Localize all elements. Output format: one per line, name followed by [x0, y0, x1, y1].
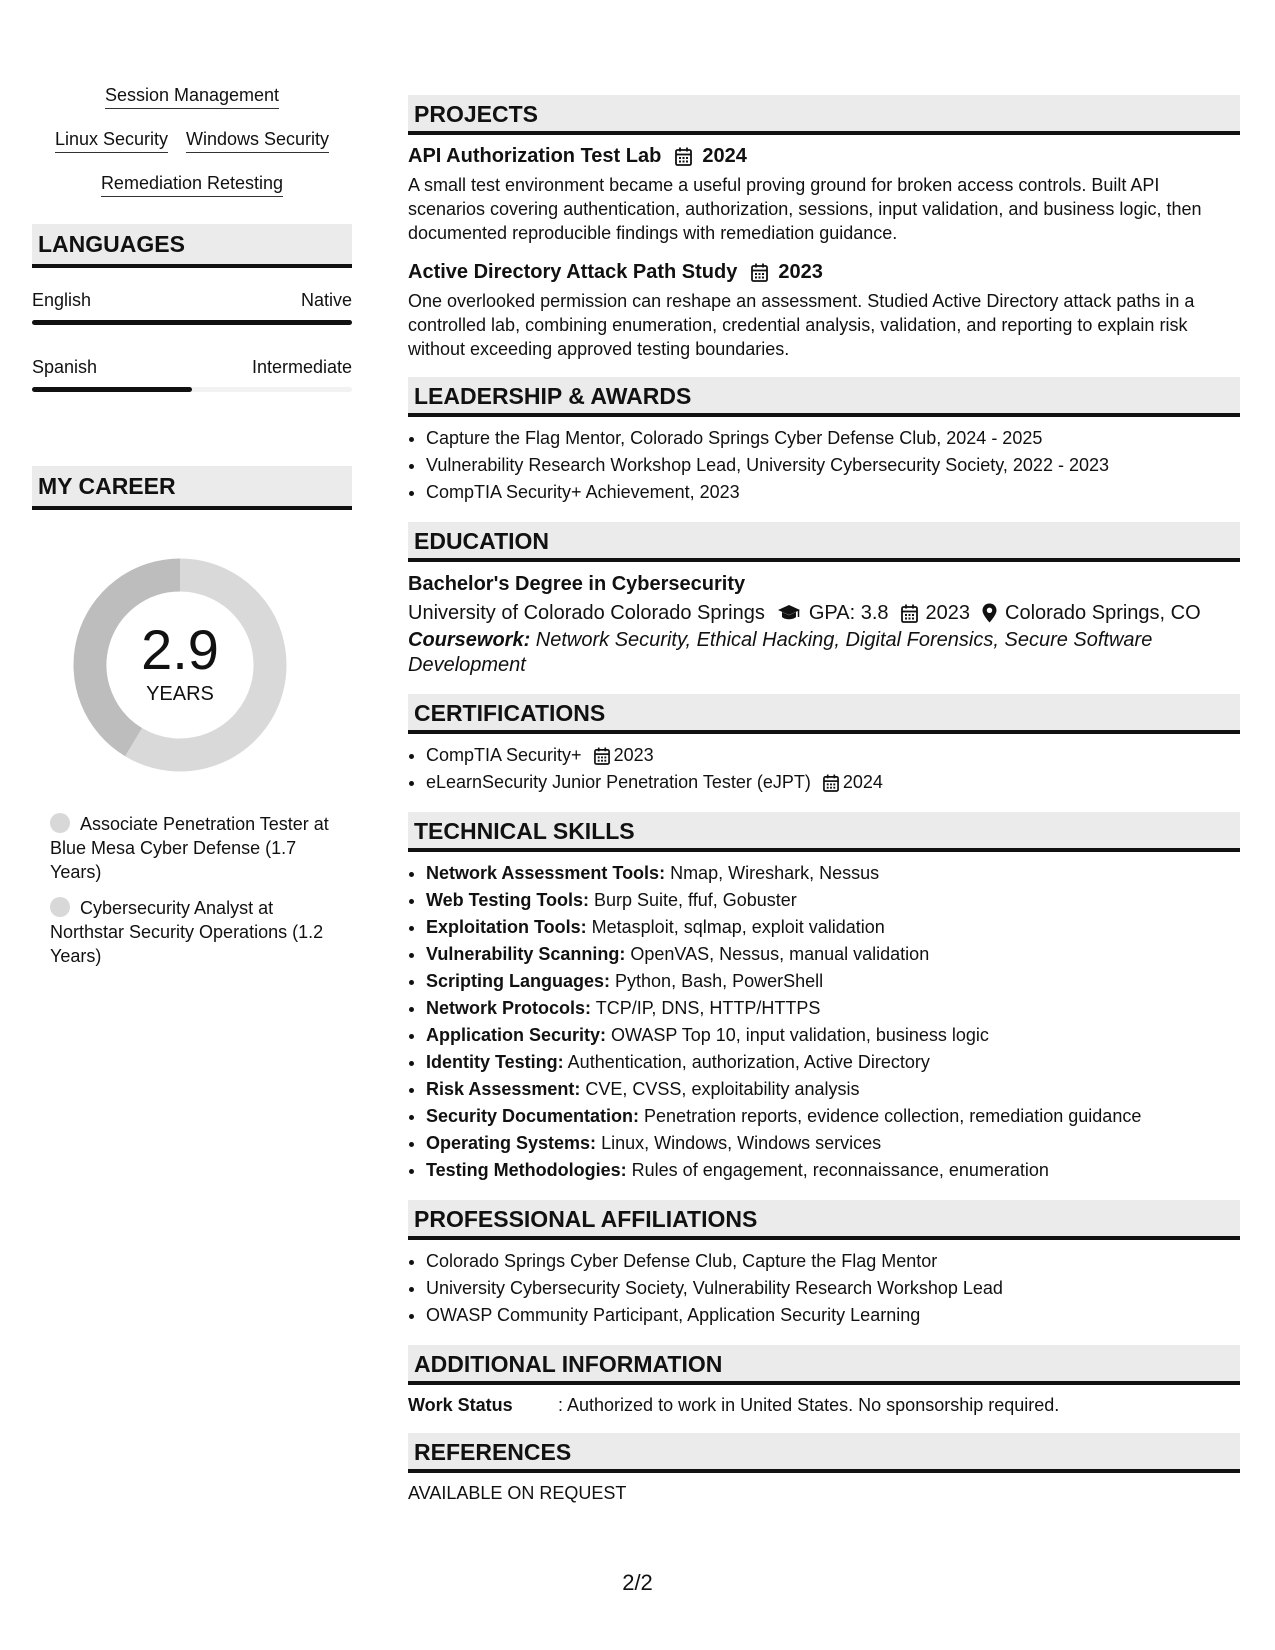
skill-tag: Windows Security	[186, 128, 329, 153]
work-status-value: : Authorized to work in United States. No sponsorship required.	[558, 1395, 1060, 1415]
project-description: One overlooked permission can reshape an assessment. Studied Active Directory attack paths in a controlled lab, combining enumeration, credential analysis, validation, and reporting to explain risk without exceeding approved testing boundaries.	[408, 291, 1195, 359]
list-item: • OWASP Community Participant, Application Security Learning	[426, 1302, 1240, 1329]
section-heading: PROFESSIONAL AFFILIATIONS	[408, 1200, 1240, 1240]
project-year: 2024	[702, 145, 747, 167]
skill-label: Exploitation Tools:	[426, 917, 587, 937]
skill-label: Risk Assessment:	[426, 1079, 581, 1099]
skill-item	[426, 860, 1240, 887]
certification-item	[426, 742, 1240, 769]
location: Colorado Springs, CO	[1005, 602, 1201, 624]
coursework-label: Coursework:	[408, 629, 531, 651]
section-heading: CERTIFICATIONS	[408, 694, 1240, 734]
career-legend-text: Cybersecurity Analyst at Northstar Security Operations (1.2 Years)	[50, 898, 324, 966]
work-status-label: Work Status	[408, 1395, 513, 1415]
skill-tags	[32, 84, 352, 197]
certification-name: • eLearnSecurity Junior Penetration Tester (eJPT)	[426, 772, 811, 792]
section-heading: LEADERSHIP & AWARDS	[408, 377, 1240, 417]
education-details	[408, 598, 1240, 628]
main-content	[408, 95, 1240, 1521]
leadership-list	[408, 425, 1240, 506]
calendar-icon	[751, 263, 768, 282]
section-heading: REFERENCES	[408, 1433, 1240, 1473]
skill-item	[426, 1130, 1240, 1157]
skill-value: Metasploit, sqlmap, exploit validation	[586, 917, 885, 937]
graduation-year: 2023	[925, 602, 971, 624]
skill-label: Operating Systems:	[426, 1133, 597, 1153]
technical-skills-list	[408, 860, 1240, 1184]
skill-label: Testing Methodologies:	[426, 1160, 627, 1180]
calendar-icon	[823, 774, 839, 792]
skill-label: Network Assessment Tools:	[426, 863, 666, 883]
skill-item	[426, 1049, 1240, 1076]
skill-value: Rules of engagement, reconnaissance, enumeration	[626, 1160, 1049, 1180]
skill-item	[426, 1103, 1240, 1130]
skill-label: Vulnerability Scanning:	[426, 944, 626, 964]
certification-item	[426, 769, 1240, 796]
certifications-section	[408, 694, 1240, 796]
skill-label: Application Security:	[426, 1025, 607, 1045]
degree-title: Bachelor's Degree in Cybersecurity	[408, 573, 746, 595]
map-pin-icon	[982, 603, 997, 623]
career-total	[65, 550, 295, 780]
language-level: Native	[300, 290, 352, 310]
skill-item	[426, 1076, 1240, 1103]
language-bar	[32, 387, 352, 392]
sidebar	[32, 84, 352, 980]
references-section	[408, 1433, 1240, 1505]
certifications-list	[408, 742, 1240, 796]
language-bar-fill	[32, 320, 352, 325]
project-year: 2023	[778, 261, 823, 283]
skill-value: CVE, CVSS, exploitability analysis	[580, 1079, 860, 1099]
skill-item	[426, 887, 1240, 914]
section-heading: TECHNICAL SKILLS	[408, 812, 1240, 852]
technical-skills-section	[408, 812, 1240, 1184]
coursework	[408, 628, 1240, 678]
skill-item	[426, 941, 1240, 968]
skill-tag: Remediation Retesting	[101, 172, 283, 197]
projects-section	[408, 95, 1240, 361]
skill-label: Identity Testing:	[426, 1052, 564, 1072]
affiliations-list	[408, 1248, 1240, 1329]
career-legend-text: Associate Penetration Tester at Blue Mesa Cyber Defense (1.7 Years)	[50, 814, 329, 882]
language-row	[32, 290, 352, 311]
certification-year: 2023	[613, 745, 654, 765]
language-bar-fill	[32, 387, 192, 392]
skill-label: Scripting Languages:	[426, 971, 611, 991]
career-legend	[32, 812, 352, 968]
project-title: Active Directory Attack Path Study	[408, 261, 738, 283]
skill-item	[426, 968, 1240, 995]
skill-value: OWASP Top 10, input validation, business logic	[606, 1025, 989, 1045]
school-name: University of Colorado Colorado Springs	[408, 602, 765, 624]
skill-item	[426, 1157, 1240, 1184]
work-status-row	[408, 1393, 1240, 1417]
language-row	[32, 357, 352, 378]
gpa: GPA: 3.8	[808, 602, 889, 624]
graduation-cap-icon	[777, 604, 801, 622]
career-total-value: 2.9	[141, 618, 219, 681]
legend-dot	[50, 897, 70, 917]
career-total-unit: YEARS	[146, 683, 214, 705]
page-number: 2/2	[622, 1570, 653, 1595]
skill-value: Linux, Windows, Windows services	[596, 1133, 882, 1153]
section-heading: EDUCATION	[408, 522, 1240, 562]
calendar-icon	[594, 747, 610, 765]
language-name: English	[32, 290, 92, 310]
skill-item	[426, 995, 1240, 1022]
calendar-icon	[901, 604, 918, 623]
career-legend-item	[50, 896, 352, 968]
section-heading: PROJECTS	[408, 95, 1240, 135]
education-section	[408, 522, 1240, 678]
skill-tag: Linux Security	[55, 128, 168, 153]
skill-label: Web Testing Tools:	[426, 890, 589, 910]
certification-year: 2024	[842, 772, 883, 792]
legend-dot	[50, 813, 70, 833]
language-bar	[32, 320, 352, 325]
section-heading: ADDITIONAL INFORMATION	[408, 1345, 1240, 1385]
languages-list	[32, 290, 352, 392]
skill-value: Python, Bash, PowerShell	[610, 971, 824, 991]
skill-label: Security Documentation:	[426, 1106, 640, 1126]
additional-info-section	[408, 1345, 1240, 1417]
skill-value: Authentication, authorization, Active Directory	[563, 1052, 930, 1072]
language-name: Spanish	[32, 357, 98, 377]
list-item: • Colorado Springs Cyber Defense Club, Capture the Flag Mentor	[426, 1248, 1240, 1275]
affiliations-section	[408, 1200, 1240, 1329]
project-title-row	[408, 143, 1240, 169]
skill-tag: Session Management	[105, 84, 279, 109]
career-heading: MY CAREER	[32, 466, 352, 510]
skill-value: Burp Suite, ffuf, Gobuster	[589, 890, 797, 910]
skill-item	[426, 914, 1240, 941]
list-item: • Capture the Flag Mentor, Colorado Springs Cyber Defense Club, 2024 - 2025	[426, 425, 1240, 452]
calendar-icon	[675, 147, 692, 166]
languages-heading: LANGUAGES	[32, 224, 352, 268]
coursework-list: Network Security, Ethical Hacking, Digital Forensics, Secure Software Development	[408, 629, 1153, 676]
skill-item	[426, 1022, 1240, 1049]
skill-label: Network Protocols:	[426, 998, 592, 1018]
skill-value: Penetration reports, evidence collection, remediation guidance	[639, 1106, 1142, 1126]
list-item: • CompTIA Security+ Achievement, 2023	[426, 479, 1240, 506]
list-item: • University Cybersecurity Society, Vulnerability Research Workshop Lead	[426, 1275, 1240, 1302]
skill-value: Nmap, Wireshark, Nessus	[665, 863, 880, 883]
project-description: A small test environment became a useful proving ground for broken access controls. Built API scenarios covering authentication, authorization, sessions, input validation, and business logic, then documented reproducible findings with remediation guidance.	[408, 175, 1202, 243]
leadership-section	[408, 377, 1240, 506]
references-text: AVAILABLE ON REQUEST	[408, 1483, 627, 1503]
certification-name: • CompTIA Security+	[426, 745, 582, 765]
skill-value: OpenVAS, Nessus, manual validation	[625, 944, 930, 964]
project-title-row	[408, 259, 1240, 285]
language-level: Intermediate	[251, 357, 352, 377]
project-title: API Authorization Test Lab	[408, 145, 662, 167]
list-item: • Vulnerability Research Workshop Lead, University Cybersecurity Society, 2022 - 2023	[426, 452, 1240, 479]
skill-value: TCP/IP, DNS, HTTP/HTTPS	[591, 998, 821, 1018]
career-legend-item	[50, 812, 352, 884]
career-donut-chart	[65, 550, 295, 780]
